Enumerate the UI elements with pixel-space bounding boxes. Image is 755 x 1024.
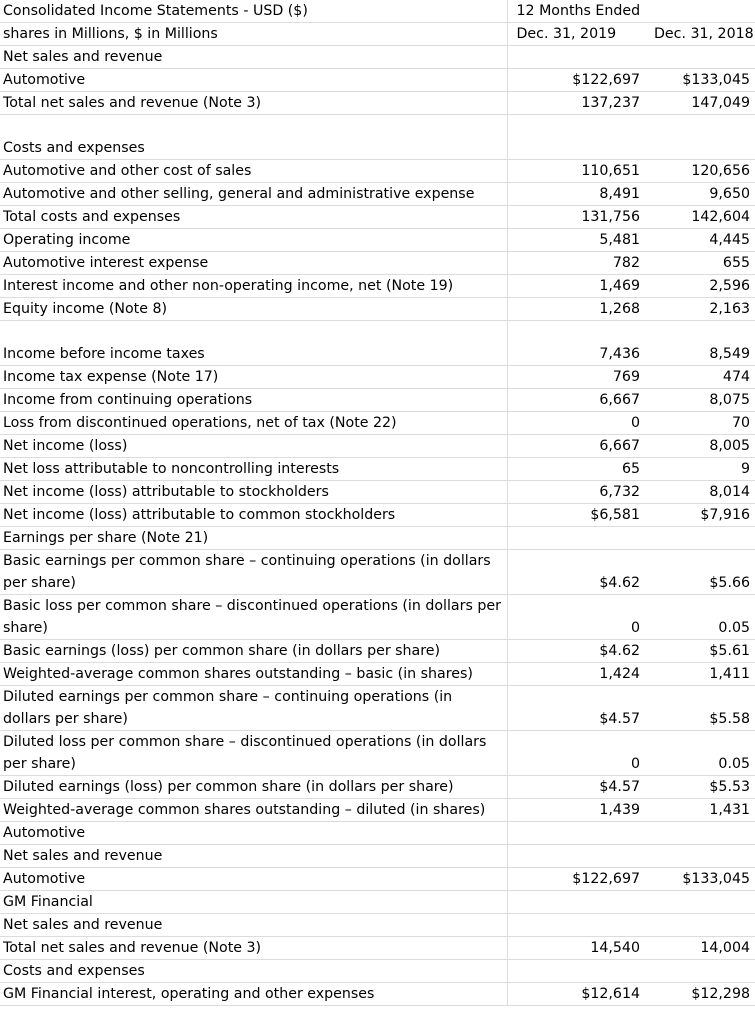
value-2019: 6,667 [507, 435, 645, 458]
value-2018: 14,004 [645, 937, 755, 960]
value-2018 [645, 527, 755, 550]
table-row [0, 686, 755, 731]
value-2018 [645, 960, 755, 983]
row-label: Interest income and other non-operating income, net (Note 19) [0, 275, 507, 298]
table-row [0, 822, 755, 845]
value-2019: 0 [507, 731, 645, 776]
row-label: Net income (loss) attributable to stockholders [0, 481, 507, 504]
value-2019: $6,581 [507, 504, 645, 527]
row-label: Costs and expenses [0, 960, 507, 983]
value-2019: $4.62 [507, 640, 645, 663]
row-label: Weighted-average common shares outstanding – basic (in shares) [0, 663, 507, 686]
value-2018 [645, 137, 755, 160]
value-2019 [507, 46, 645, 69]
value-2018: $5.58 [645, 686, 755, 731]
table-row [0, 160, 755, 183]
value-2019 [507, 891, 645, 914]
table-row [0, 92, 755, 115]
value-2019: $122,697 [507, 69, 645, 92]
value-2018 [645, 914, 755, 937]
value-2018: 655 [645, 252, 755, 275]
value-2019: 131,756 [507, 206, 645, 229]
table-row [0, 481, 755, 504]
table-row [0, 527, 755, 550]
value-2018: $5.53 [645, 776, 755, 799]
column-header-2018: Dec. 31, 2018 [645, 23, 755, 46]
value-2019: 6,732 [507, 481, 645, 504]
value-2018: 8,549 [645, 343, 755, 366]
row-label: Automotive interest expense [0, 252, 507, 275]
table-row [0, 914, 755, 937]
row-label: Diluted earnings (loss) per common share (in dollars per share) [0, 776, 507, 799]
table-row [0, 69, 755, 92]
value-2018 [645, 46, 755, 69]
row-label: Automotive [0, 69, 507, 92]
row-label: Loss from discontinued operations, net of tax (Note 22) [0, 412, 507, 435]
value-2018: 2,163 [645, 298, 755, 321]
value-2018: 8,075 [645, 389, 755, 412]
value-2019: 7,436 [507, 343, 645, 366]
value-2018: 1,411 [645, 663, 755, 686]
value-2019: 8,491 [507, 183, 645, 206]
value-2019: 1,268 [507, 298, 645, 321]
row-label: Total net sales and revenue (Note 3) [0, 937, 507, 960]
table-row [0, 137, 755, 160]
row-label [0, 321, 507, 344]
value-2018: $133,045 [645, 868, 755, 891]
table-row [0, 275, 755, 298]
value-2019: 6,667 [507, 389, 645, 412]
value-2018: 142,604 [645, 206, 755, 229]
row-label: Total costs and expenses [0, 206, 507, 229]
table-row [0, 229, 755, 252]
row-label: Operating income [0, 229, 507, 252]
table-row [0, 891, 755, 914]
period-group-header: 12 Months Ended [507, 0, 755, 23]
table-row [0, 298, 755, 321]
value-2018: 0.05 [645, 731, 755, 776]
value-2019: $12,614 [507, 983, 645, 1006]
row-label: Net income (loss) [0, 435, 507, 458]
value-2019 [507, 960, 645, 983]
value-2018: 70 [645, 412, 755, 435]
row-label: Total net sales and revenue (Note 3) [0, 92, 507, 115]
row-label: Basic loss per common share – discontinued operations (in dollars per share) [0, 595, 507, 640]
row-label: Automotive [0, 868, 507, 891]
table-row [0, 845, 755, 868]
table-row [0, 321, 755, 344]
table-row [0, 183, 755, 206]
table-row [0, 937, 755, 960]
value-2019 [507, 527, 645, 550]
table-row [0, 868, 755, 891]
table-row [0, 799, 755, 822]
table-row [0, 504, 755, 527]
value-2019: 1,469 [507, 275, 645, 298]
units-note: shares in Millions, $ in Millions [0, 23, 507, 46]
table-row [0, 663, 755, 686]
value-2018: 9 [645, 458, 755, 481]
row-label: Automotive and other selling, general and administrative expense [0, 183, 507, 206]
row-label: Net loss attributable to noncontrolling interests [0, 458, 507, 481]
value-2019: $4.62 [507, 550, 645, 595]
row-label: Net sales and revenue [0, 845, 507, 868]
row-label: Basic earnings (loss) per common share (in dollars per share) [0, 640, 507, 663]
value-2019: 769 [507, 366, 645, 389]
row-label: Earnings per share (Note 21) [0, 527, 507, 550]
row-label: Diluted earnings per common share – continuing operations (in dollars per share) [0, 686, 507, 731]
value-2018: 4,445 [645, 229, 755, 252]
value-2019 [507, 137, 645, 160]
table-row [0, 983, 755, 1006]
table-row [0, 731, 755, 776]
table-row [0, 776, 755, 799]
value-2018: 0.05 [645, 595, 755, 640]
value-2019: 1,424 [507, 663, 645, 686]
value-2019 [507, 115, 645, 138]
row-label: Net sales and revenue [0, 46, 507, 69]
row-label [0, 115, 507, 138]
row-label: Basic earnings per common share – continuing operations (in dollars per share) [0, 550, 507, 595]
row-label: Diluted loss per common share – discontinued operations (in dollars per share) [0, 731, 507, 776]
row-label: GM Financial [0, 891, 507, 914]
value-2018: 2,596 [645, 275, 755, 298]
table-row [0, 550, 755, 595]
value-2019: 137,237 [507, 92, 645, 115]
value-2018: $12,298 [645, 983, 755, 1006]
table-row [0, 412, 755, 435]
value-2018: 120,656 [645, 160, 755, 183]
value-2019 [507, 845, 645, 868]
row-label: Weighted-average common shares outstanding – diluted (in shares) [0, 799, 507, 822]
value-2018 [645, 845, 755, 868]
value-2018: 1,431 [645, 799, 755, 822]
row-label: Net sales and revenue [0, 914, 507, 937]
row-label: GM Financial interest, operating and other expenses [0, 983, 507, 1006]
column-header-2019: Dec. 31, 2019 [507, 23, 645, 46]
value-2019: 110,651 [507, 160, 645, 183]
row-label: Net income (loss) attributable to common stockholders [0, 504, 507, 527]
table-row [0, 435, 755, 458]
value-2019: $4.57 [507, 776, 645, 799]
row-label: Automotive [0, 822, 507, 845]
table-row [0, 252, 755, 275]
value-2019: 65 [507, 458, 645, 481]
value-2019 [507, 321, 645, 344]
value-2018: $7,916 [645, 504, 755, 527]
value-2018: 474 [645, 366, 755, 389]
value-2018 [645, 822, 755, 845]
value-2019: 0 [507, 595, 645, 640]
table-row [0, 366, 755, 389]
table-row [0, 343, 755, 366]
row-label: Income tax expense (Note 17) [0, 366, 507, 389]
row-label: Automotive and other cost of sales [0, 160, 507, 183]
value-2018: $5.61 [645, 640, 755, 663]
row-label: Income before income taxes [0, 343, 507, 366]
table-row [0, 960, 755, 983]
value-2018: 9,650 [645, 183, 755, 206]
header-row-1 [0, 0, 755, 23]
value-2019: $4.57 [507, 686, 645, 731]
table-row [0, 389, 755, 412]
value-2018: 8,005 [645, 435, 755, 458]
table-row [0, 115, 755, 138]
value-2018: 8,014 [645, 481, 755, 504]
value-2018: 147,049 [645, 92, 755, 115]
table-row [0, 46, 755, 69]
value-2019: 5,481 [507, 229, 645, 252]
value-2019 [507, 914, 645, 937]
value-2019: 782 [507, 252, 645, 275]
value-2019 [507, 822, 645, 845]
statement-title: Consolidated Income Statements - USD ($) [0, 0, 507, 23]
table-row [0, 640, 755, 663]
value-2019: 14,540 [507, 937, 645, 960]
value-2019: 0 [507, 412, 645, 435]
row-label: Costs and expenses [0, 137, 507, 160]
table-row [0, 458, 755, 481]
value-2018: $133,045 [645, 69, 755, 92]
value-2018 [645, 891, 755, 914]
row-label: Equity income (Note 8) [0, 298, 507, 321]
value-2019: 1,439 [507, 799, 645, 822]
row-label: Income from continuing operations [0, 389, 507, 412]
header-row-2 [0, 23, 755, 46]
value-2018 [645, 321, 755, 344]
value-2019: $122,697 [507, 868, 645, 891]
table-row [0, 595, 755, 640]
value-2018 [645, 115, 755, 138]
value-2018: $5.66 [645, 550, 755, 595]
table-row [0, 206, 755, 229]
